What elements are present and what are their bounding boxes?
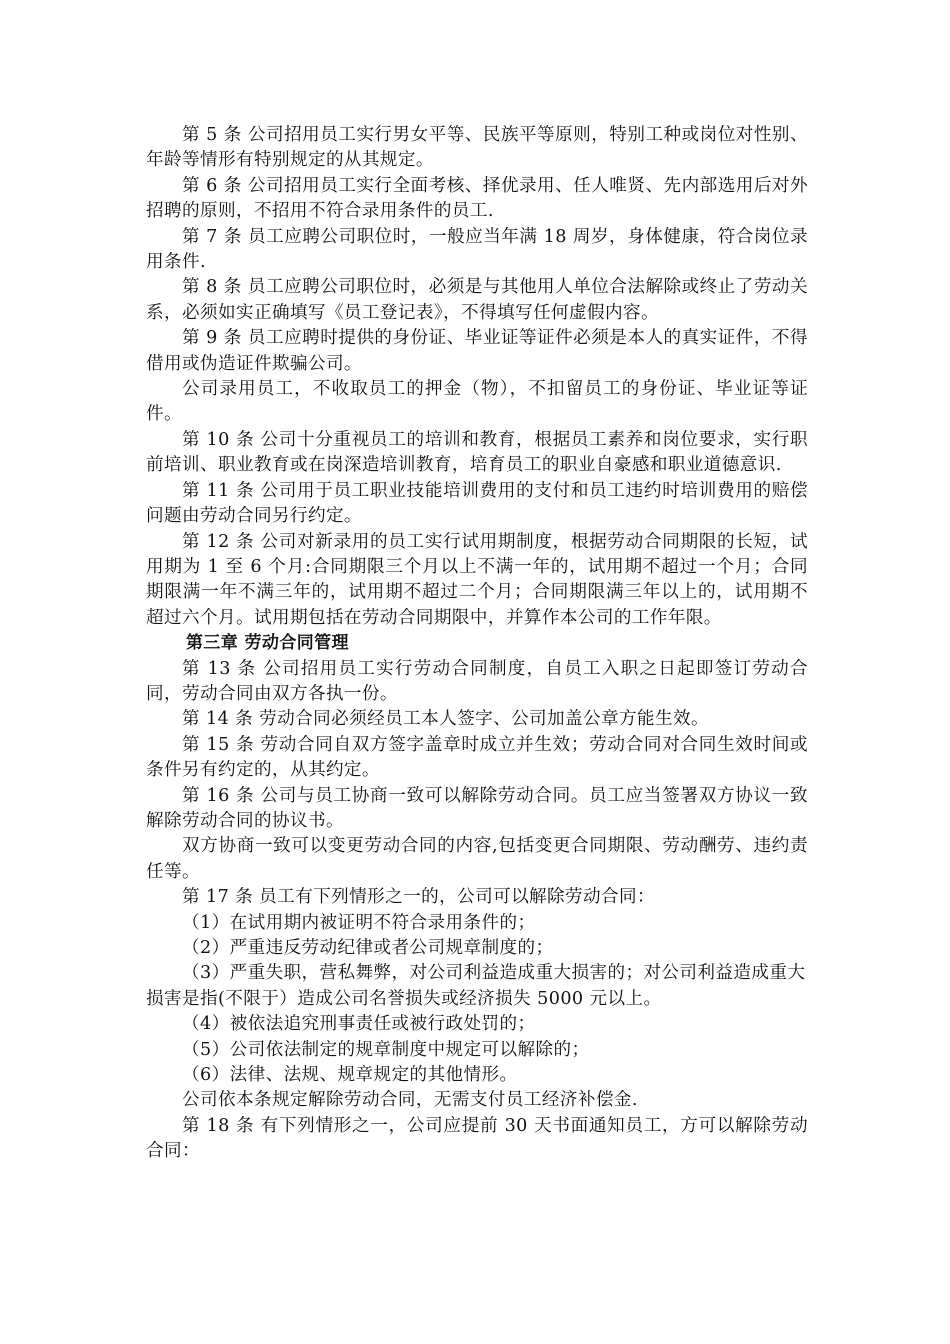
deposit-clause: 公司录用员工，不收取员工的押金（物），不扣留员工的身份证、毕业证等证件。: [146, 379, 808, 425]
article-7: 第 7 条 员工应聘公司职位时，一般应当年满 18 周岁，身体健康，符合岗位录用条件.: [146, 226, 808, 273]
list-item: （5）公司依法制定的规章制度中规定可以解除的；: [182, 1039, 590, 1060]
article-16: 第 16 条 公司与员工协商一致可以解除劳动合同。员工应当签署双方协议一致解除劳动合同的协议书。: [146, 785, 808, 831]
article-18: 第 18 条 有下列情形之一，公司应提前 30 天书面通知员工，方可以解除劳动合同：: [146, 1115, 808, 1162]
list-item: （2）严重违反劳动纪律或者公司规章制度的；: [182, 938, 554, 958]
contract-change-clause: 双方协商一致可以变更劳动合同的内容,包括变更合同期限、劳动酬劳、违约责任等。: [146, 836, 808, 882]
article-11: 第 11 条 公司用于员工职业技能培训费用的支付和员工违约时培训费用的赔偿问题由劳动合同另行约定。: [146, 480, 808, 527]
chapter-heading: 第三章 劳动合同管理: [186, 633, 349, 654]
article-14: 第 14 条 劳动合同必须经员工本人签字、公司加盖公章方能生效。: [182, 709, 709, 730]
no-compensation-clause: 公司依本条规定解除劳动合同，无需支付员工经济补偿金.: [182, 1090, 638, 1111]
article-13: 第 13 条 公司招用员工实行劳动合同制度，自员工入职之日起即签订劳动合同，劳动合同由双方各执一份。: [146, 658, 808, 704]
document-body: [146, 123, 808, 1165]
article-5: 第 5 条 公司招用员工实行男女平等、民族平等原则，特别工种或岗位对性别、年龄等情形有特别规定的从其规定。: [146, 125, 808, 171]
list-item: （1）在试用期内被证明不符合录用条件的；: [182, 912, 536, 933]
article-9: 第 9 条 员工应聘时提供的身份证、毕业证等证件必须是本人的真实证件，不得借用或伪造证件欺骗公司。: [146, 328, 808, 374]
list-item: （6）法律、法规、规章规定的其他情形。: [182, 1065, 518, 1086]
article-10: 第 10 条 公司十分重视员工的培训和教育，根据员工素养和岗位要求，实行职前培训、职业教育或在岗深造培训教育，培育员工的职业自豪感和职业道德意识.: [146, 429, 808, 476]
list-item: （3）严重失职，营私舞弊，对公司利益造成重大损害的；对公司利益造成重大损害是指(不限于）造成公司名誉损失或经济损失 5000 元以上。: [146, 963, 806, 1009]
article-12: 第 12 条 公司对新录用的员工实行试用期制度，根据劳动合同期限的长短，试用期为 1 至 6 个月:合同期限三个月以上不满一年的，试用期不超过一个月；合同期限满一年不满三年的，试用期不超过二个月；合同期限满三年以上的，试用期不超过六个月。试用期包括在劳动合同期限中，并算作本公司的工作年限。: [146, 531, 808, 628]
article-15: 第 15 条 劳动合同自双方签字盖章时成立并生效；劳动合同对合同生效时间或条件另有约定的，从其约定。: [146, 734, 808, 781]
article-6: 第 6 条 公司招用员工实行全面考核、择优录用、任人唯贤、先内部选用后对外招聘的原则，不招用不符合录用条件的员工.: [146, 175, 808, 222]
article-17: 第 17 条 员工有下列情形之一的，公司可以解除劳动合同：: [182, 887, 656, 908]
list-item: （4）被依法追究刑事责任或被行政处罚的；: [182, 1014, 536, 1035]
article-8: 第 8 条 员工应聘公司职位时，必须是与其他用人单位合法解除或终止了劳动关系，必须如实正确填写《员工登记表》，不得填写任何虚假内容。: [146, 277, 808, 323]
